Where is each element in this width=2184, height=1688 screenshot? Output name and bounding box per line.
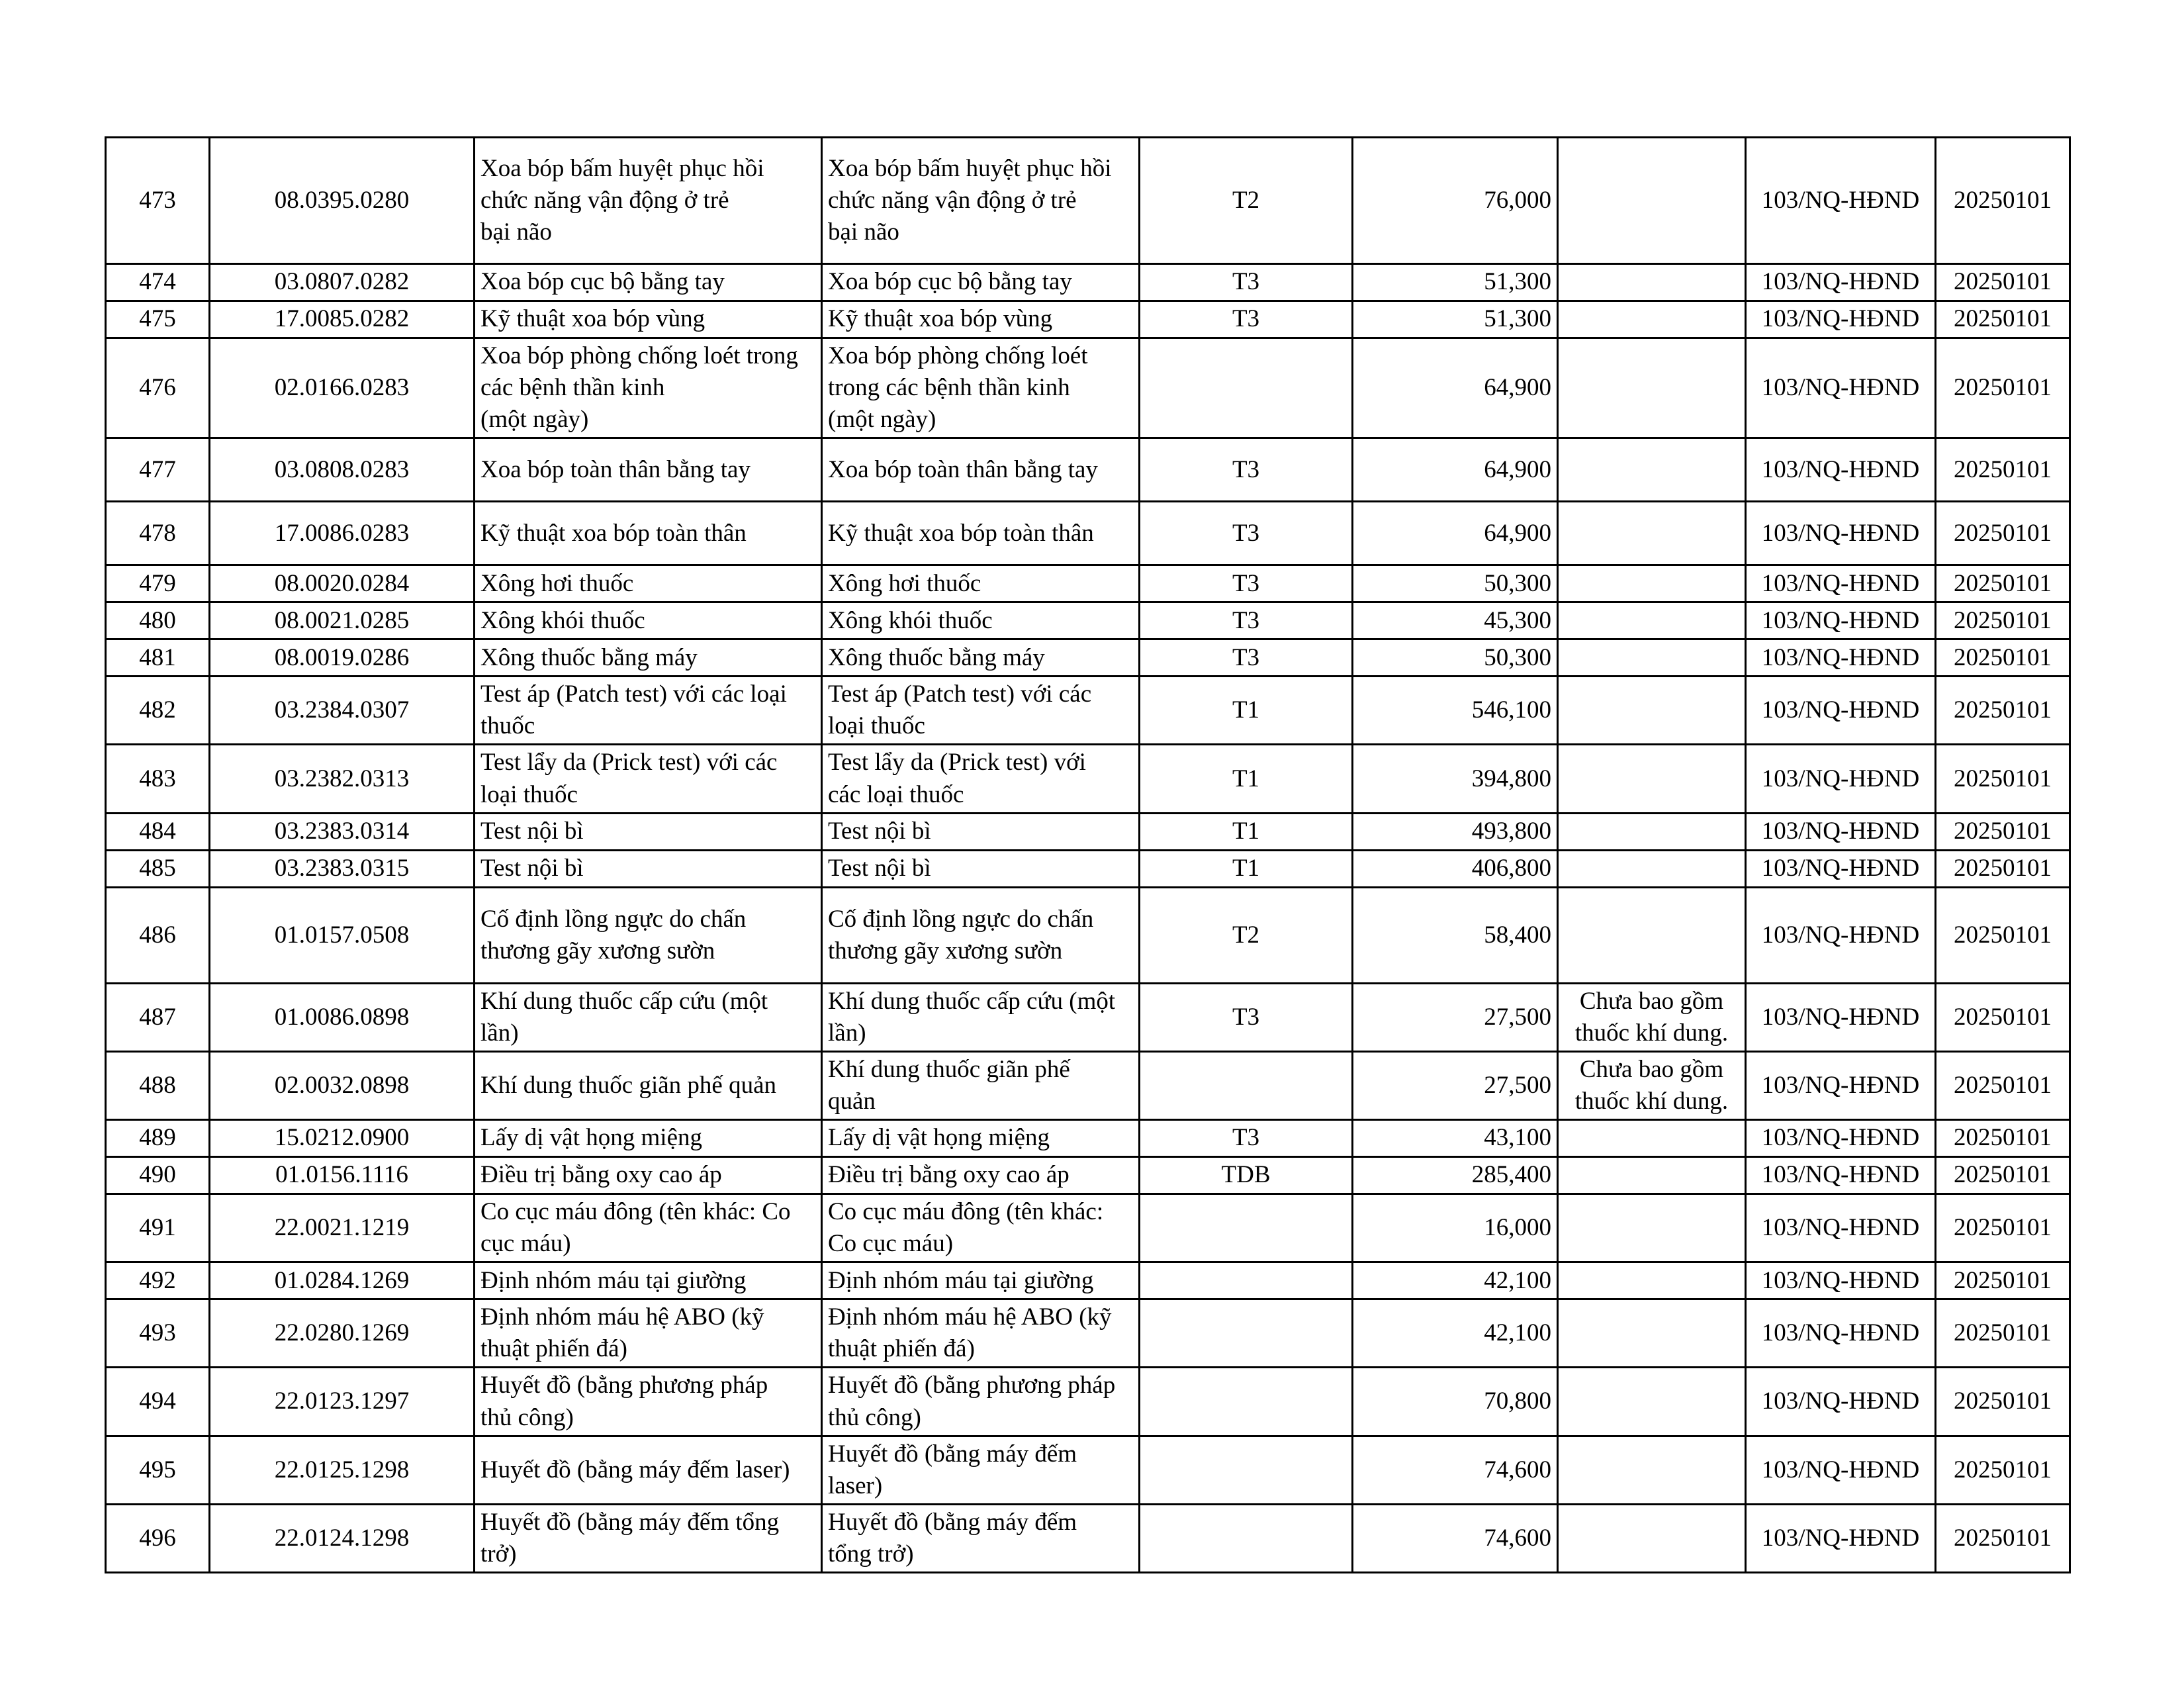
table-row xyxy=(106,813,2070,850)
service-name-approved: Xoa bóp phòng chống loét trong các bệnh thần kinh (một ngày) xyxy=(822,338,1140,438)
table-row xyxy=(106,438,2070,502)
decree-number: 103/NQ-HĐND xyxy=(1746,677,1936,745)
service-code: 01.0086.0898 xyxy=(210,983,475,1051)
table-body xyxy=(106,138,2070,1573)
service-grade: T1 xyxy=(1140,813,1353,850)
table-row xyxy=(106,1120,2070,1157)
decree-number: 103/NQ-HĐND xyxy=(1746,1120,1936,1157)
service-grade xyxy=(1140,1194,1353,1262)
row-number: 479 xyxy=(106,565,210,602)
service-grade xyxy=(1140,1051,1353,1119)
table-row xyxy=(106,1504,2070,1572)
row-number: 478 xyxy=(106,502,210,565)
service-code: 01.0156.1116 xyxy=(210,1157,475,1194)
service-note xyxy=(1558,1262,1746,1299)
service-grade: T3 xyxy=(1140,565,1353,602)
service-price: 74,600 xyxy=(1353,1436,1558,1504)
effective-date: 20250101 xyxy=(1936,138,2070,264)
service-name: Huyết đồ (bằng máy đếm tổng trở) xyxy=(475,1504,822,1572)
service-code: 22.0123.1297 xyxy=(210,1368,475,1436)
service-name-approved: Co cục máu đông (tên khác: Co cục máu) xyxy=(822,1194,1140,1262)
service-name-approved: Kỹ thuật xoa bóp toàn thân xyxy=(822,502,1140,565)
service-price: 546,100 xyxy=(1353,677,1558,745)
service-grade: T1 xyxy=(1140,745,1353,813)
service-price: 76,000 xyxy=(1353,138,1558,264)
service-price: 64,900 xyxy=(1353,338,1558,438)
service-grade: T3 xyxy=(1140,1120,1353,1157)
service-code: 22.0125.1298 xyxy=(210,1436,475,1504)
service-price: 27,500 xyxy=(1353,1051,1558,1119)
service-note xyxy=(1558,438,1746,502)
service-price: 74,600 xyxy=(1353,1504,1558,1572)
service-name: Kỹ thuật xoa bóp vùng xyxy=(475,301,822,338)
service-name: Xoa bóp phòng chống loét trong các bệnh thần kinh (một ngày) xyxy=(475,338,822,438)
price-table xyxy=(105,136,2071,1573)
row-number: 494 xyxy=(106,1368,210,1436)
service-grade: T3 xyxy=(1140,264,1353,301)
service-grade: TDB xyxy=(1140,1157,1353,1194)
decree-number: 103/NQ-HĐND xyxy=(1746,301,1936,338)
effective-date: 20250101 xyxy=(1936,438,2070,502)
service-grade: T1 xyxy=(1140,850,1353,887)
effective-date: 20250101 xyxy=(1936,813,2070,850)
table-row xyxy=(106,565,2070,602)
service-name-approved: Xoa bóp bấm huyệt phục hồi chức năng vận động ở trẻ bại não xyxy=(822,138,1140,264)
service-name-approved: Xoa bóp toàn thân bằng tay xyxy=(822,438,1140,502)
decree-number: 103/NQ-HĐND xyxy=(1746,1157,1936,1194)
service-name: Điều trị bằng oxy cao áp xyxy=(475,1157,822,1194)
effective-date: 20250101 xyxy=(1936,850,2070,887)
row-number: 474 xyxy=(106,264,210,301)
service-code: 03.2383.0315 xyxy=(210,850,475,887)
effective-date: 20250101 xyxy=(1936,983,2070,1051)
row-number: 488 xyxy=(106,1051,210,1119)
service-price: 406,800 xyxy=(1353,850,1558,887)
service-price: 285,400 xyxy=(1353,1157,1558,1194)
service-name-approved: Kỹ thuật xoa bóp vùng xyxy=(822,301,1140,338)
service-name: Xoa bóp toàn thân bằng tay xyxy=(475,438,822,502)
service-note xyxy=(1558,1436,1746,1504)
service-name-approved: Xông thuốc bằng máy xyxy=(822,639,1140,677)
service-code: 01.0157.0508 xyxy=(210,887,475,983)
row-number: 489 xyxy=(106,1120,210,1157)
table-row xyxy=(106,983,2070,1051)
service-price: 16,000 xyxy=(1353,1194,1558,1262)
row-number: 495 xyxy=(106,1436,210,1504)
row-number: 476 xyxy=(106,338,210,438)
service-note xyxy=(1558,1504,1746,1572)
effective-date: 20250101 xyxy=(1936,565,2070,602)
service-code: 03.2384.0307 xyxy=(210,677,475,745)
effective-date: 20250101 xyxy=(1936,639,2070,677)
service-note xyxy=(1558,1368,1746,1436)
service-name: Test áp (Patch test) với các loại thuốc xyxy=(475,677,822,745)
decree-number: 103/NQ-HĐND xyxy=(1746,1262,1936,1299)
service-price: 64,900 xyxy=(1353,502,1558,565)
service-name: Xoa bóp bấm huyệt phục hồi chức năng vận động ở trẻ bại não xyxy=(475,138,822,264)
decree-number: 103/NQ-HĐND xyxy=(1746,438,1936,502)
row-number: 477 xyxy=(106,438,210,502)
service-name-approved: Điều trị bằng oxy cao áp xyxy=(822,1157,1140,1194)
row-number: 483 xyxy=(106,745,210,813)
decree-number: 103/NQ-HĐND xyxy=(1746,1368,1936,1436)
service-code: 17.0085.0282 xyxy=(210,301,475,338)
row-number: 487 xyxy=(106,983,210,1051)
service-name-approved: Cố định lồng ngực do chấn thương gãy xương sườn xyxy=(822,887,1140,983)
service-name: Co cục máu đông (tên khác: Co cục máu) xyxy=(475,1194,822,1262)
service-name-approved: Test lẩy da (Prick test) với các loại thuốc xyxy=(822,745,1140,813)
effective-date: 20250101 xyxy=(1936,1194,2070,1262)
service-price: 42,100 xyxy=(1353,1299,1558,1368)
service-code: 22.0280.1269 xyxy=(210,1299,475,1368)
service-note xyxy=(1558,745,1746,813)
decree-number: 103/NQ-HĐND xyxy=(1746,887,1936,983)
service-note: Chưa bao gồm thuốc khí dung. xyxy=(1558,983,1746,1051)
effective-date: 20250101 xyxy=(1936,301,2070,338)
decree-number: 103/NQ-HĐND xyxy=(1746,502,1936,565)
service-price: 50,300 xyxy=(1353,565,1558,602)
decree-number: 103/NQ-HĐND xyxy=(1746,850,1936,887)
table-row xyxy=(106,850,2070,887)
service-note xyxy=(1558,502,1746,565)
service-price: 58,400 xyxy=(1353,887,1558,983)
service-note: Chưa bao gồm thuốc khí dung. xyxy=(1558,1051,1746,1119)
row-number: 492 xyxy=(106,1262,210,1299)
service-name: Test nội bì xyxy=(475,850,822,887)
service-name-approved: Test áp (Patch test) với các loại thuốc xyxy=(822,677,1140,745)
effective-date: 20250101 xyxy=(1936,1436,2070,1504)
service-code: 22.0124.1298 xyxy=(210,1504,475,1572)
service-name-approved: Khí dung thuốc giãn phế quản xyxy=(822,1051,1140,1119)
service-code: 08.0395.0280 xyxy=(210,138,475,264)
service-note xyxy=(1558,602,1746,639)
row-number: 490 xyxy=(106,1157,210,1194)
service-grade: T3 xyxy=(1140,602,1353,639)
decree-number: 103/NQ-HĐND xyxy=(1746,639,1936,677)
service-grade xyxy=(1140,338,1353,438)
service-price: 394,800 xyxy=(1353,745,1558,813)
service-name: Huyết đồ (bằng máy đếm laser) xyxy=(475,1436,822,1504)
service-name: Khí dung thuốc cấp cứu (một lần) xyxy=(475,983,822,1051)
service-name-approved: Xông hơi thuốc xyxy=(822,565,1140,602)
service-price: 493,800 xyxy=(1353,813,1558,850)
service-price: 64,900 xyxy=(1353,438,1558,502)
service-code: 02.0032.0898 xyxy=(210,1051,475,1119)
row-number: 481 xyxy=(106,639,210,677)
effective-date: 20250101 xyxy=(1936,502,2070,565)
effective-date: 20250101 xyxy=(1936,677,2070,745)
service-note xyxy=(1558,639,1746,677)
effective-date: 20250101 xyxy=(1936,1120,2070,1157)
row-number: 496 xyxy=(106,1504,210,1572)
effective-date: 20250101 xyxy=(1936,1262,2070,1299)
service-code: 01.0284.1269 xyxy=(210,1262,475,1299)
service-note xyxy=(1558,301,1746,338)
service-name-approved: Test nội bì xyxy=(822,813,1140,850)
decree-number: 103/NQ-HĐND xyxy=(1746,1194,1936,1262)
table-row xyxy=(106,1157,2070,1194)
service-note xyxy=(1558,887,1746,983)
effective-date: 20250101 xyxy=(1936,887,2070,983)
service-name-approved: Huyết đồ (bằng máy đếm laser) xyxy=(822,1436,1140,1504)
decree-number: 103/NQ-HĐND xyxy=(1746,1436,1936,1504)
effective-date: 20250101 xyxy=(1936,1368,2070,1436)
service-code: 03.0807.0282 xyxy=(210,264,475,301)
row-number: 473 xyxy=(106,138,210,264)
service-name: Định nhóm máu hệ ABO (kỹ thuật phiến đá) xyxy=(475,1299,822,1368)
service-name: Định nhóm máu tại giường xyxy=(475,1262,822,1299)
decree-number: 103/NQ-HĐND xyxy=(1746,602,1936,639)
row-number: 484 xyxy=(106,813,210,850)
service-price: 27,500 xyxy=(1353,983,1558,1051)
service-name-approved: Lấy dị vật họng miệng xyxy=(822,1120,1140,1157)
service-name: Lấy dị vật họng miệng xyxy=(475,1120,822,1157)
row-number: 485 xyxy=(106,850,210,887)
service-price: 42,100 xyxy=(1353,1262,1558,1299)
service-name: Xông khói thuốc xyxy=(475,602,822,639)
decree-number: 103/NQ-HĐND xyxy=(1746,338,1936,438)
service-note xyxy=(1558,1299,1746,1368)
table-row xyxy=(106,1051,2070,1119)
table-row xyxy=(106,338,2070,438)
decree-number: 103/NQ-HĐND xyxy=(1746,1299,1936,1368)
table-row xyxy=(106,1299,2070,1368)
decree-number: 103/NQ-HĐND xyxy=(1746,138,1936,264)
service-note xyxy=(1558,850,1746,887)
table-row xyxy=(106,1436,2070,1504)
service-price: 70,800 xyxy=(1353,1368,1558,1436)
service-code: 02.0166.0283 xyxy=(210,338,475,438)
service-grade: T3 xyxy=(1140,983,1353,1051)
row-number: 491 xyxy=(106,1194,210,1262)
table-row xyxy=(106,1368,2070,1436)
decree-number: 103/NQ-HĐND xyxy=(1746,1504,1936,1572)
service-code: 03.0808.0283 xyxy=(210,438,475,502)
service-name: Xông thuốc bằng máy xyxy=(475,639,822,677)
service-grade xyxy=(1140,1436,1353,1504)
service-code: 08.0021.0285 xyxy=(210,602,475,639)
service-grade: T3 xyxy=(1140,502,1353,565)
service-name-approved: Xông khói thuốc xyxy=(822,602,1140,639)
service-grade: T1 xyxy=(1140,677,1353,745)
effective-date: 20250101 xyxy=(1936,602,2070,639)
service-grade xyxy=(1140,1299,1353,1368)
row-number: 482 xyxy=(106,677,210,745)
service-note xyxy=(1558,264,1746,301)
service-grade xyxy=(1140,1368,1353,1436)
service-code: 17.0086.0283 xyxy=(210,502,475,565)
service-price: 45,300 xyxy=(1353,602,1558,639)
service-code: 08.0019.0286 xyxy=(210,639,475,677)
service-note xyxy=(1558,677,1746,745)
service-name-approved: Huyết đồ (bằng phương pháp thủ công) xyxy=(822,1368,1140,1436)
decree-number: 103/NQ-HĐND xyxy=(1746,745,1936,813)
table-row xyxy=(106,502,2070,565)
service-note xyxy=(1558,138,1746,264)
service-price: 43,100 xyxy=(1353,1120,1558,1157)
table-row xyxy=(106,138,2070,264)
table-row xyxy=(106,602,2070,639)
service-name: Xông hơi thuốc xyxy=(475,565,822,602)
service-name: Khí dung thuốc giãn phế quản xyxy=(475,1051,822,1119)
decree-number: 103/NQ-HĐND xyxy=(1746,1051,1936,1119)
service-grade: T3 xyxy=(1140,639,1353,677)
effective-date: 20250101 xyxy=(1936,264,2070,301)
table-row xyxy=(106,1194,2070,1262)
service-name-approved: Định nhóm máu tại giường xyxy=(822,1262,1140,1299)
service-code: 08.0020.0284 xyxy=(210,565,475,602)
service-name-approved: Định nhóm máu hệ ABO (kỹ thuật phiến đá) xyxy=(822,1299,1140,1368)
decree-number: 103/NQ-HĐND xyxy=(1746,565,1936,602)
service-grade xyxy=(1140,1262,1353,1299)
service-name-approved: Huyết đồ (bằng máy đếm tổng trở) xyxy=(822,1504,1140,1572)
effective-date: 20250101 xyxy=(1936,1051,2070,1119)
service-note xyxy=(1558,813,1746,850)
table-row xyxy=(106,887,2070,983)
service-name-approved: Test nội bì xyxy=(822,850,1140,887)
decree-number: 103/NQ-HĐND xyxy=(1746,813,1936,850)
service-note xyxy=(1558,1120,1746,1157)
effective-date: 20250101 xyxy=(1936,745,2070,813)
service-name: Huyết đồ (bằng phương pháp thủ công) xyxy=(475,1368,822,1436)
effective-date: 20250101 xyxy=(1936,1504,2070,1572)
service-name: Kỹ thuật xoa bóp toàn thân xyxy=(475,502,822,565)
table-row xyxy=(106,264,2070,301)
row-number: 480 xyxy=(106,602,210,639)
service-price: 51,300 xyxy=(1353,301,1558,338)
service-grade xyxy=(1140,1504,1353,1572)
decree-number: 103/NQ-HĐND xyxy=(1746,264,1936,301)
service-grade: T3 xyxy=(1140,301,1353,338)
service-grade: T2 xyxy=(1140,138,1353,264)
effective-date: 20250101 xyxy=(1936,1299,2070,1368)
service-price: 51,300 xyxy=(1353,264,1558,301)
service-price: 50,300 xyxy=(1353,639,1558,677)
table-row xyxy=(106,745,2070,813)
service-grade: T3 xyxy=(1140,438,1353,502)
service-name: Test lẩy da (Prick test) với các loại thuốc xyxy=(475,745,822,813)
service-note xyxy=(1558,565,1746,602)
row-number: 475 xyxy=(106,301,210,338)
service-name: Test nội bì xyxy=(475,813,822,850)
service-note xyxy=(1558,1194,1746,1262)
effective-date: 20250101 xyxy=(1936,338,2070,438)
table-row xyxy=(106,1262,2070,1299)
service-code: 03.2383.0314 xyxy=(210,813,475,850)
effective-date: 20250101 xyxy=(1936,1157,2070,1194)
row-number: 493 xyxy=(106,1299,210,1368)
service-note xyxy=(1558,338,1746,438)
service-note xyxy=(1558,1157,1746,1194)
row-number: 486 xyxy=(106,887,210,983)
decree-number: 103/NQ-HĐND xyxy=(1746,983,1936,1051)
service-name: Xoa bóp cục bộ bằng tay xyxy=(475,264,822,301)
table-row xyxy=(106,677,2070,745)
service-name: Cố định lồng ngực do chấn thương gãy xương sườn xyxy=(475,887,822,983)
service-code: 22.0021.1219 xyxy=(210,1194,475,1262)
service-name-approved: Xoa bóp cục bộ bằng tay xyxy=(822,264,1140,301)
table-row xyxy=(106,639,2070,677)
table-row xyxy=(106,301,2070,338)
service-code: 03.2382.0313 xyxy=(210,745,475,813)
service-name-approved: Khí dung thuốc cấp cứu (một lần) xyxy=(822,983,1140,1051)
service-grade: T2 xyxy=(1140,887,1353,983)
service-code: 15.0212.0900 xyxy=(210,1120,475,1157)
